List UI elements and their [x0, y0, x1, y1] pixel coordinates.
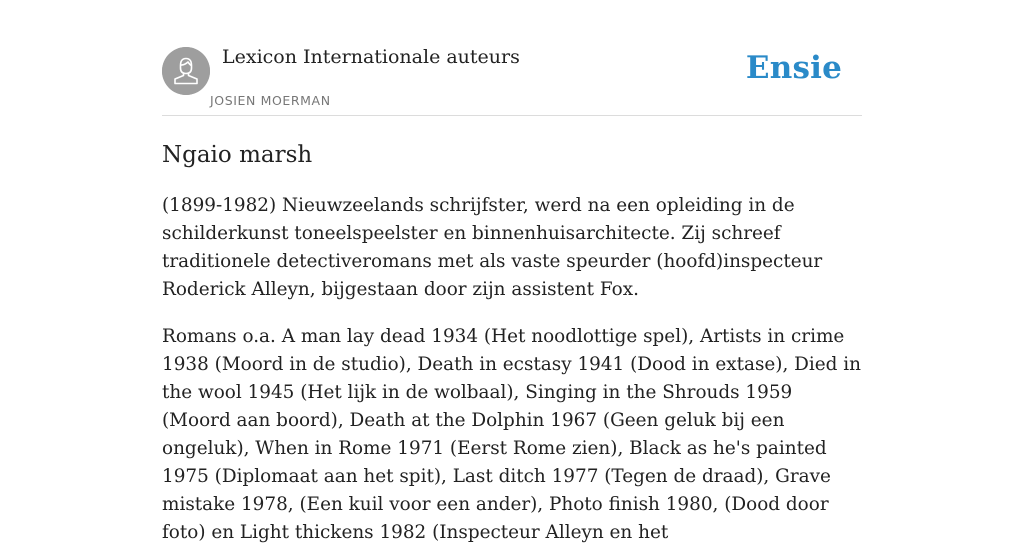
ensie-logo[interactable]: Ensie: [745, 50, 842, 86]
entry-paragraph-bio: (1899-1982) Nieuwzeelands schrijfster, werd na een opleiding in de schilderkunst toneelspeelster en binnenhuisarchitecte. Zij schreef traditionele detectiveromans met als vaste speurder (hoofd)inspecteur Roderick Alleyn, bijgestaan door zijn assistent Fox.: [162, 195, 823, 300]
avatar-graphic: [162, 47, 210, 95]
entry-paragraph-novels: Romans o.a. A man lay dead 1934 (Het noodlottige spel), Artists in crime 1938 (Moord in de studio), Death in ecstasy 1941 (Dood in extase), Died in the wool 1945 (Het lijk in de wolbaal), Singing in the Shrouds 1959 (Moord aan boord), Death at the Dolphin 1967 (Geen geluk bij een ongeluk), When in Rome 1971 (Eerst Rome zien), Black as he's painted 1975 (Diplomaat aan het spit), Last ditch 1977 (Tegen de draad), Grave mistake 1978, (Een kuil voor een ander), Photo finish 1980, (Dood door foto) en Light thickens 1982 (Inspecteur Alleyn en het: [162, 326, 861, 543]
user-avatar-icon[interactable]: [162, 47, 210, 95]
entry-content: [162, 140, 862, 547]
entry-title: Ngaio marsh: [162, 142, 313, 168]
author-name-link[interactable]: JOSIEN MOERMAN: [210, 93, 331, 108]
page-header: [162, 0, 862, 116]
lexicon-title-link[interactable]: Lexicon Internationale auteurs: [222, 46, 520, 68]
